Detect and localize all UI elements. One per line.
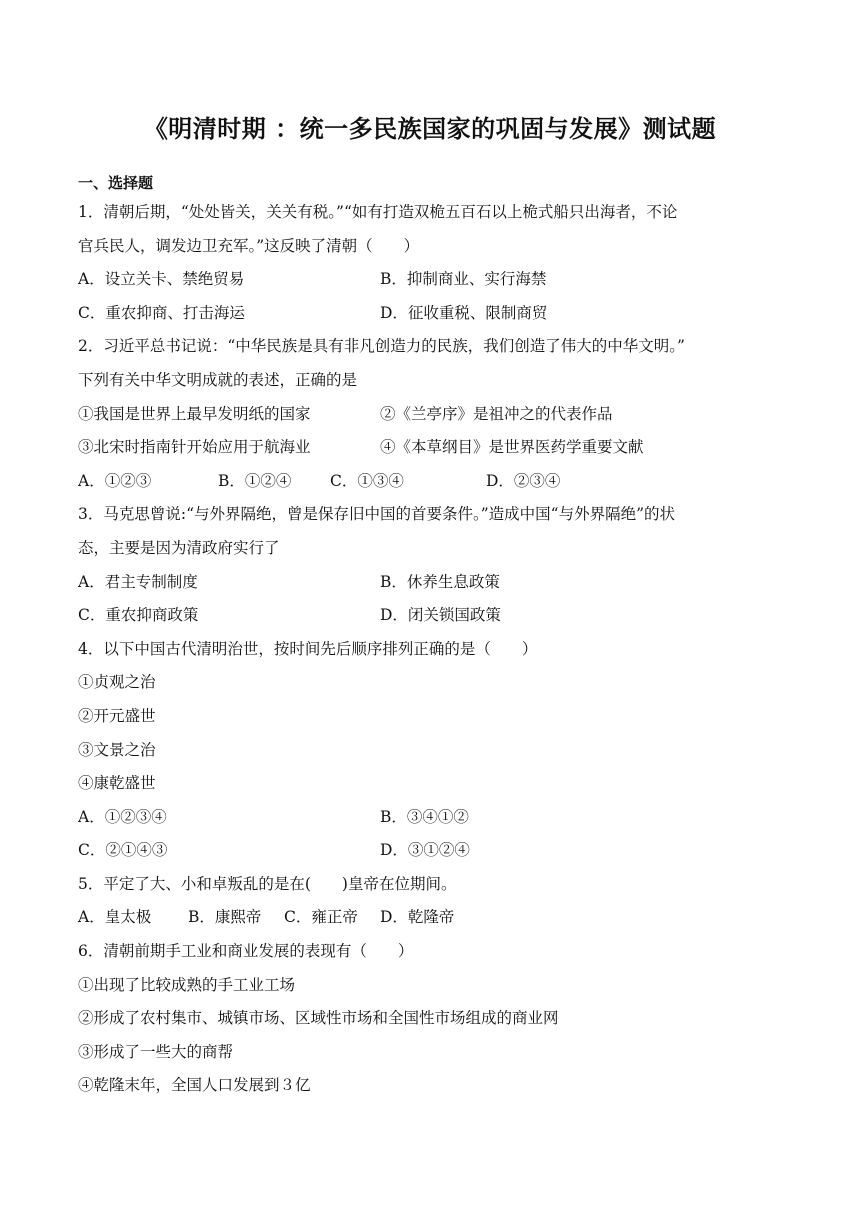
q2-statement-2: ②《兰亭序》是祖冲之的代表作品 bbox=[380, 404, 613, 423]
q2-option-d: D．②③④ bbox=[486, 471, 561, 490]
q2-options-row bbox=[78, 465, 790, 499]
q6-item-4: ④乾隆末年，全国人口发展到３亿 bbox=[78, 1076, 311, 1095]
q3-stem-line1: 3．马克思曾说:“与外界隔绝，曾是保存旧中国的首要条件。”造成中国“与外界隔绝”的状 bbox=[78, 505, 676, 524]
q3-options-row1 bbox=[78, 566, 790, 600]
q6-item-1: ①出现了比较成熟的手工业工场 bbox=[78, 975, 296, 994]
q3-option-b: B．休养生息政策 bbox=[380, 572, 500, 591]
q4-option-b: B．③④①② bbox=[380, 807, 469, 826]
q3-option-d: D．闭关锁国政策 bbox=[380, 606, 501, 625]
q1-options-row2 bbox=[78, 297, 790, 331]
q6-item-3: ③形成了一些大的商帮 bbox=[78, 1042, 234, 1061]
q2-option-c: C．①③④ bbox=[330, 471, 404, 490]
q4-item-2: ②开元盛世 bbox=[78, 706, 156, 725]
q3-option-a: A．君主专制制度 bbox=[78, 572, 198, 591]
q1-stem-line1: 1．清朝后期，“处处皆关，关关有税。”“如有打造双桅五百石以上桅式船只出海者，不论 bbox=[78, 203, 678, 221]
q4-stem: 4．以下中国古代清明治世，按时间先后顺序排列正确的是（ ） bbox=[78, 639, 538, 658]
q5-option-b: B．康熙帝 bbox=[188, 908, 262, 927]
q4-item-4: ④康乾盛世 bbox=[78, 774, 156, 793]
q5-options-row bbox=[78, 901, 790, 935]
q2-statement-1: ①我国是世界上最早发明纸的国家 bbox=[78, 404, 311, 423]
q5-option-d: D．乾隆帝 bbox=[380, 908, 455, 927]
q2-statements-row1 bbox=[78, 398, 790, 432]
q6-stem: 6．清朝前期手工业和商业发展的表现有（ ） bbox=[78, 942, 414, 961]
q2-option-a: A．①②③ bbox=[78, 471, 152, 490]
q4-options-row1 bbox=[78, 801, 790, 835]
q5-option-c: C．雍正帝 bbox=[284, 908, 358, 927]
q1-option-c: C．重农抑商、打击海运 bbox=[78, 303, 245, 322]
q3-option-c: C．重农抑商政策 bbox=[78, 606, 199, 625]
q2-statements-row2 bbox=[78, 431, 790, 465]
page-title: 《明清时期 ：统一多民族国家的巩固与发展》测试题 bbox=[143, 115, 717, 143]
q4-item-1: ①贞观之治 bbox=[78, 673, 156, 692]
section-heading: 一、选择题 bbox=[78, 174, 154, 192]
q3-options-row2 bbox=[78, 599, 790, 633]
q4-option-a: A．①②③④ bbox=[78, 807, 167, 826]
q6-item-2: ②形成了农村集市、城镇市场、区域性市场和全国性市场组成的商业网 bbox=[78, 1009, 559, 1028]
q4-option-c: C．②①④③ bbox=[78, 841, 168, 860]
q4-options-row2 bbox=[78, 834, 790, 868]
q1-option-b: B．抑制商业、实行海禁 bbox=[380, 270, 547, 289]
q3-stem-line2: 态，主要是因为清政府实行了 bbox=[78, 538, 280, 557]
q1-stem-line2: 官兵民人，调发边卫充军。”这反映了清朝（ ） bbox=[78, 236, 420, 255]
q1-option-a: A．设立关卡、禁绝贸易 bbox=[78, 270, 245, 289]
q4-item-3: ③文景之治 bbox=[78, 740, 156, 759]
q2-statement-4: ④《本草纲目》是世界医药学重要文献 bbox=[380, 438, 644, 457]
question-list bbox=[78, 196, 790, 1103]
q2-stem-line2: 下列有关中华文明成就的表述，正确的是 bbox=[78, 370, 358, 389]
q2-stem-line1: 2．习近平总书记说：“中华民族是具有非凡创造力的民族，我们创造了伟大的中华文明。” bbox=[78, 337, 685, 356]
q4-option-d: D．③①②④ bbox=[380, 841, 470, 860]
q1-options-row1 bbox=[78, 263, 790, 297]
q5-stem: 5．平定了大、小和卓叛乱的是在( )皇帝在位期间。 bbox=[78, 874, 457, 893]
q5-option-a: A．皇太极 bbox=[78, 908, 152, 927]
q2-statement-3: ③北宋时指南针开始应用于航海业 bbox=[78, 438, 311, 457]
q1-option-d: D．征收重税、限制商贸 bbox=[380, 303, 548, 322]
q2-option-b: B．①②④ bbox=[218, 471, 292, 490]
